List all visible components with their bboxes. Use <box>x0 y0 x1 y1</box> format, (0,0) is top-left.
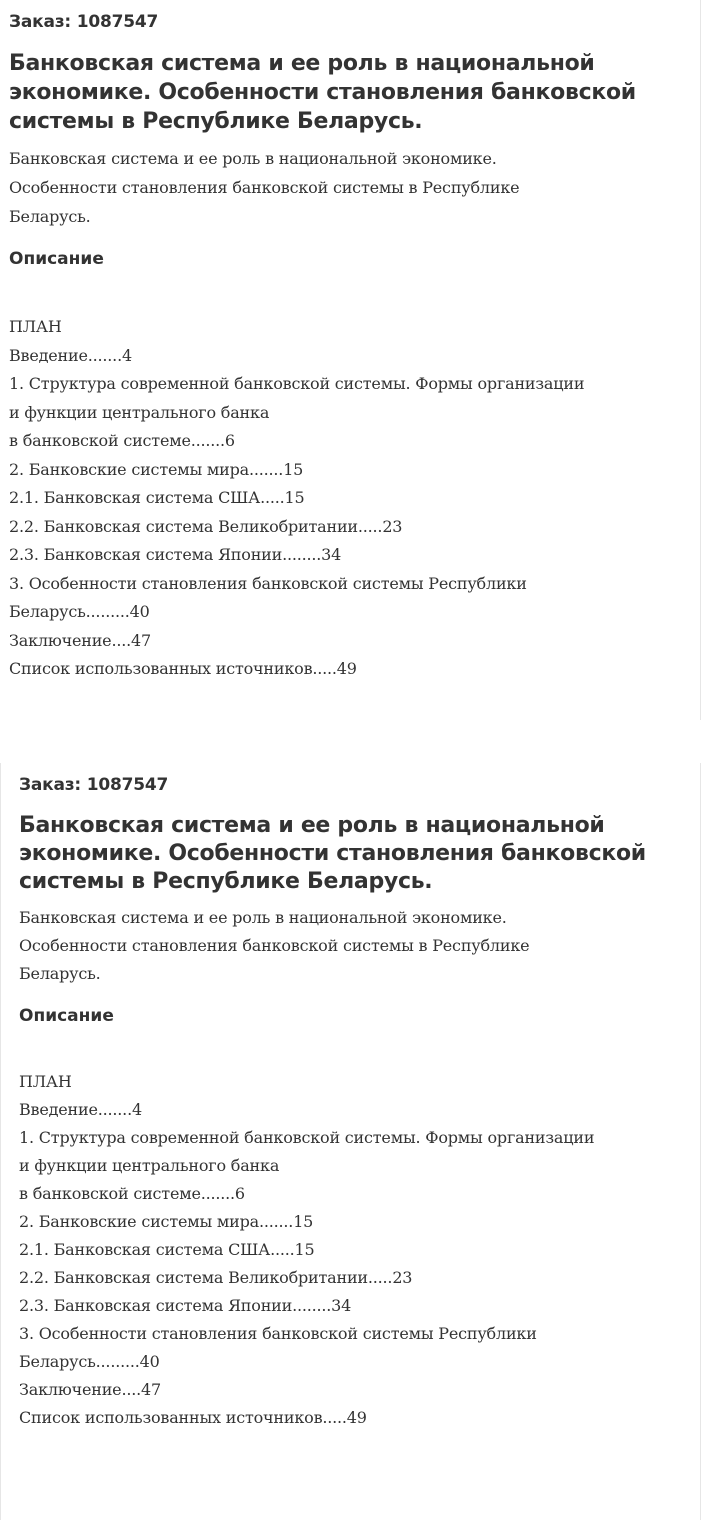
plan-line: Список использованных источников.....49 <box>9 659 357 678</box>
order-card <box>0 763 701 1520</box>
order-subtitle-line: Особенности становления банковской системы в Республике <box>19 936 530 955</box>
plan-list <box>9 313 700 684</box>
plan-line: 2. Банковские системы мира.......15 <box>19 1212 314 1231</box>
order-title-line: экономике. Особенности становления банковской <box>19 841 646 866</box>
description-heading: Описание <box>9 249 104 269</box>
plan-line: и функции центрального банка <box>9 402 270 422</box>
order-title <box>9 49 700 136</box>
plan-line: 2.3. Банковская система Японии........34 <box>19 1296 352 1315</box>
plan-line: ПЛАН <box>9 317 62 336</box>
plan-line: 1. Структура современной банковской системы. Формы организации <box>19 1128 595 1147</box>
plan-line: 1. Структура современной банковской системы. Формы организации <box>9 374 585 393</box>
plan-line: 2. Банковские системы мира.......15 <box>9 459 304 479</box>
plan-line: 2.2. Банковская система Великобритании.....23 <box>19 1268 413 1287</box>
order-title-line: экономике. Особенности становления банковской <box>9 80 636 105</box>
plan-line: Беларусь.........40 <box>19 1352 160 1371</box>
plan-line: 2.1. Банковская система США.....15 <box>9 488 305 507</box>
order-title-line: системы в Республике Беларусь. <box>9 109 423 134</box>
plan-line: ПЛАН <box>19 1072 72 1091</box>
order-card <box>0 0 701 720</box>
plan-line: в банковской системе.......6 <box>19 1184 245 1203</box>
order-subtitle-line: Банковская система и ее роль в национальной экономике. <box>9 149 497 168</box>
plan-line: Список использованных источников.....49 <box>19 1408 367 1427</box>
description-heading: Описание <box>19 1006 114 1026</box>
plan-line: 2.2. Банковская система Великобритании.....23 <box>9 516 403 536</box>
plan-line: в банковской системе.......6 <box>9 431 235 450</box>
order-number: Заказ: 1087547 <box>19 775 169 795</box>
plan-line: Заключение....47 <box>19 1380 161 1399</box>
plan-line: 3. Особенности становления банковской системы Республики <box>19 1324 537 1343</box>
plan-list <box>19 1068 700 1432</box>
plan-line: Введение.......4 <box>19 1100 142 1119</box>
order-subtitle-line: Беларусь. <box>19 964 101 983</box>
order-subtitle-line: Особенности становления банковской системы в Республике <box>9 178 520 197</box>
order-subtitle-line: Банковская система и ее роль в национальной экономике. <box>19 908 507 927</box>
plan-line: 3. Особенности становления банковской системы Республики <box>9 573 527 593</box>
order-title <box>19 812 700 896</box>
order-title-line: системы в Республике Беларусь. <box>19 869 433 894</box>
order-title-line: Банковская система и ее роль в национальной <box>19 813 605 838</box>
plan-line: и функции центрального банка <box>19 1156 280 1175</box>
plan-line: Заключение....47 <box>9 630 151 650</box>
plan-line: Введение.......4 <box>9 345 132 365</box>
order-subtitle <box>9 144 700 231</box>
order-subtitle <box>19 904 700 988</box>
order-number: Заказ: 1087547 <box>9 12 159 32</box>
plan-line: Беларусь.........40 <box>9 602 150 621</box>
order-title-line: Банковская система и ее роль в национальной <box>9 51 595 76</box>
plan-line: 2.3. Банковская система Японии........34 <box>9 545 342 564</box>
order-subtitle-line: Беларусь. <box>9 207 91 226</box>
plan-line: 2.1. Банковская система США.....15 <box>19 1240 315 1259</box>
